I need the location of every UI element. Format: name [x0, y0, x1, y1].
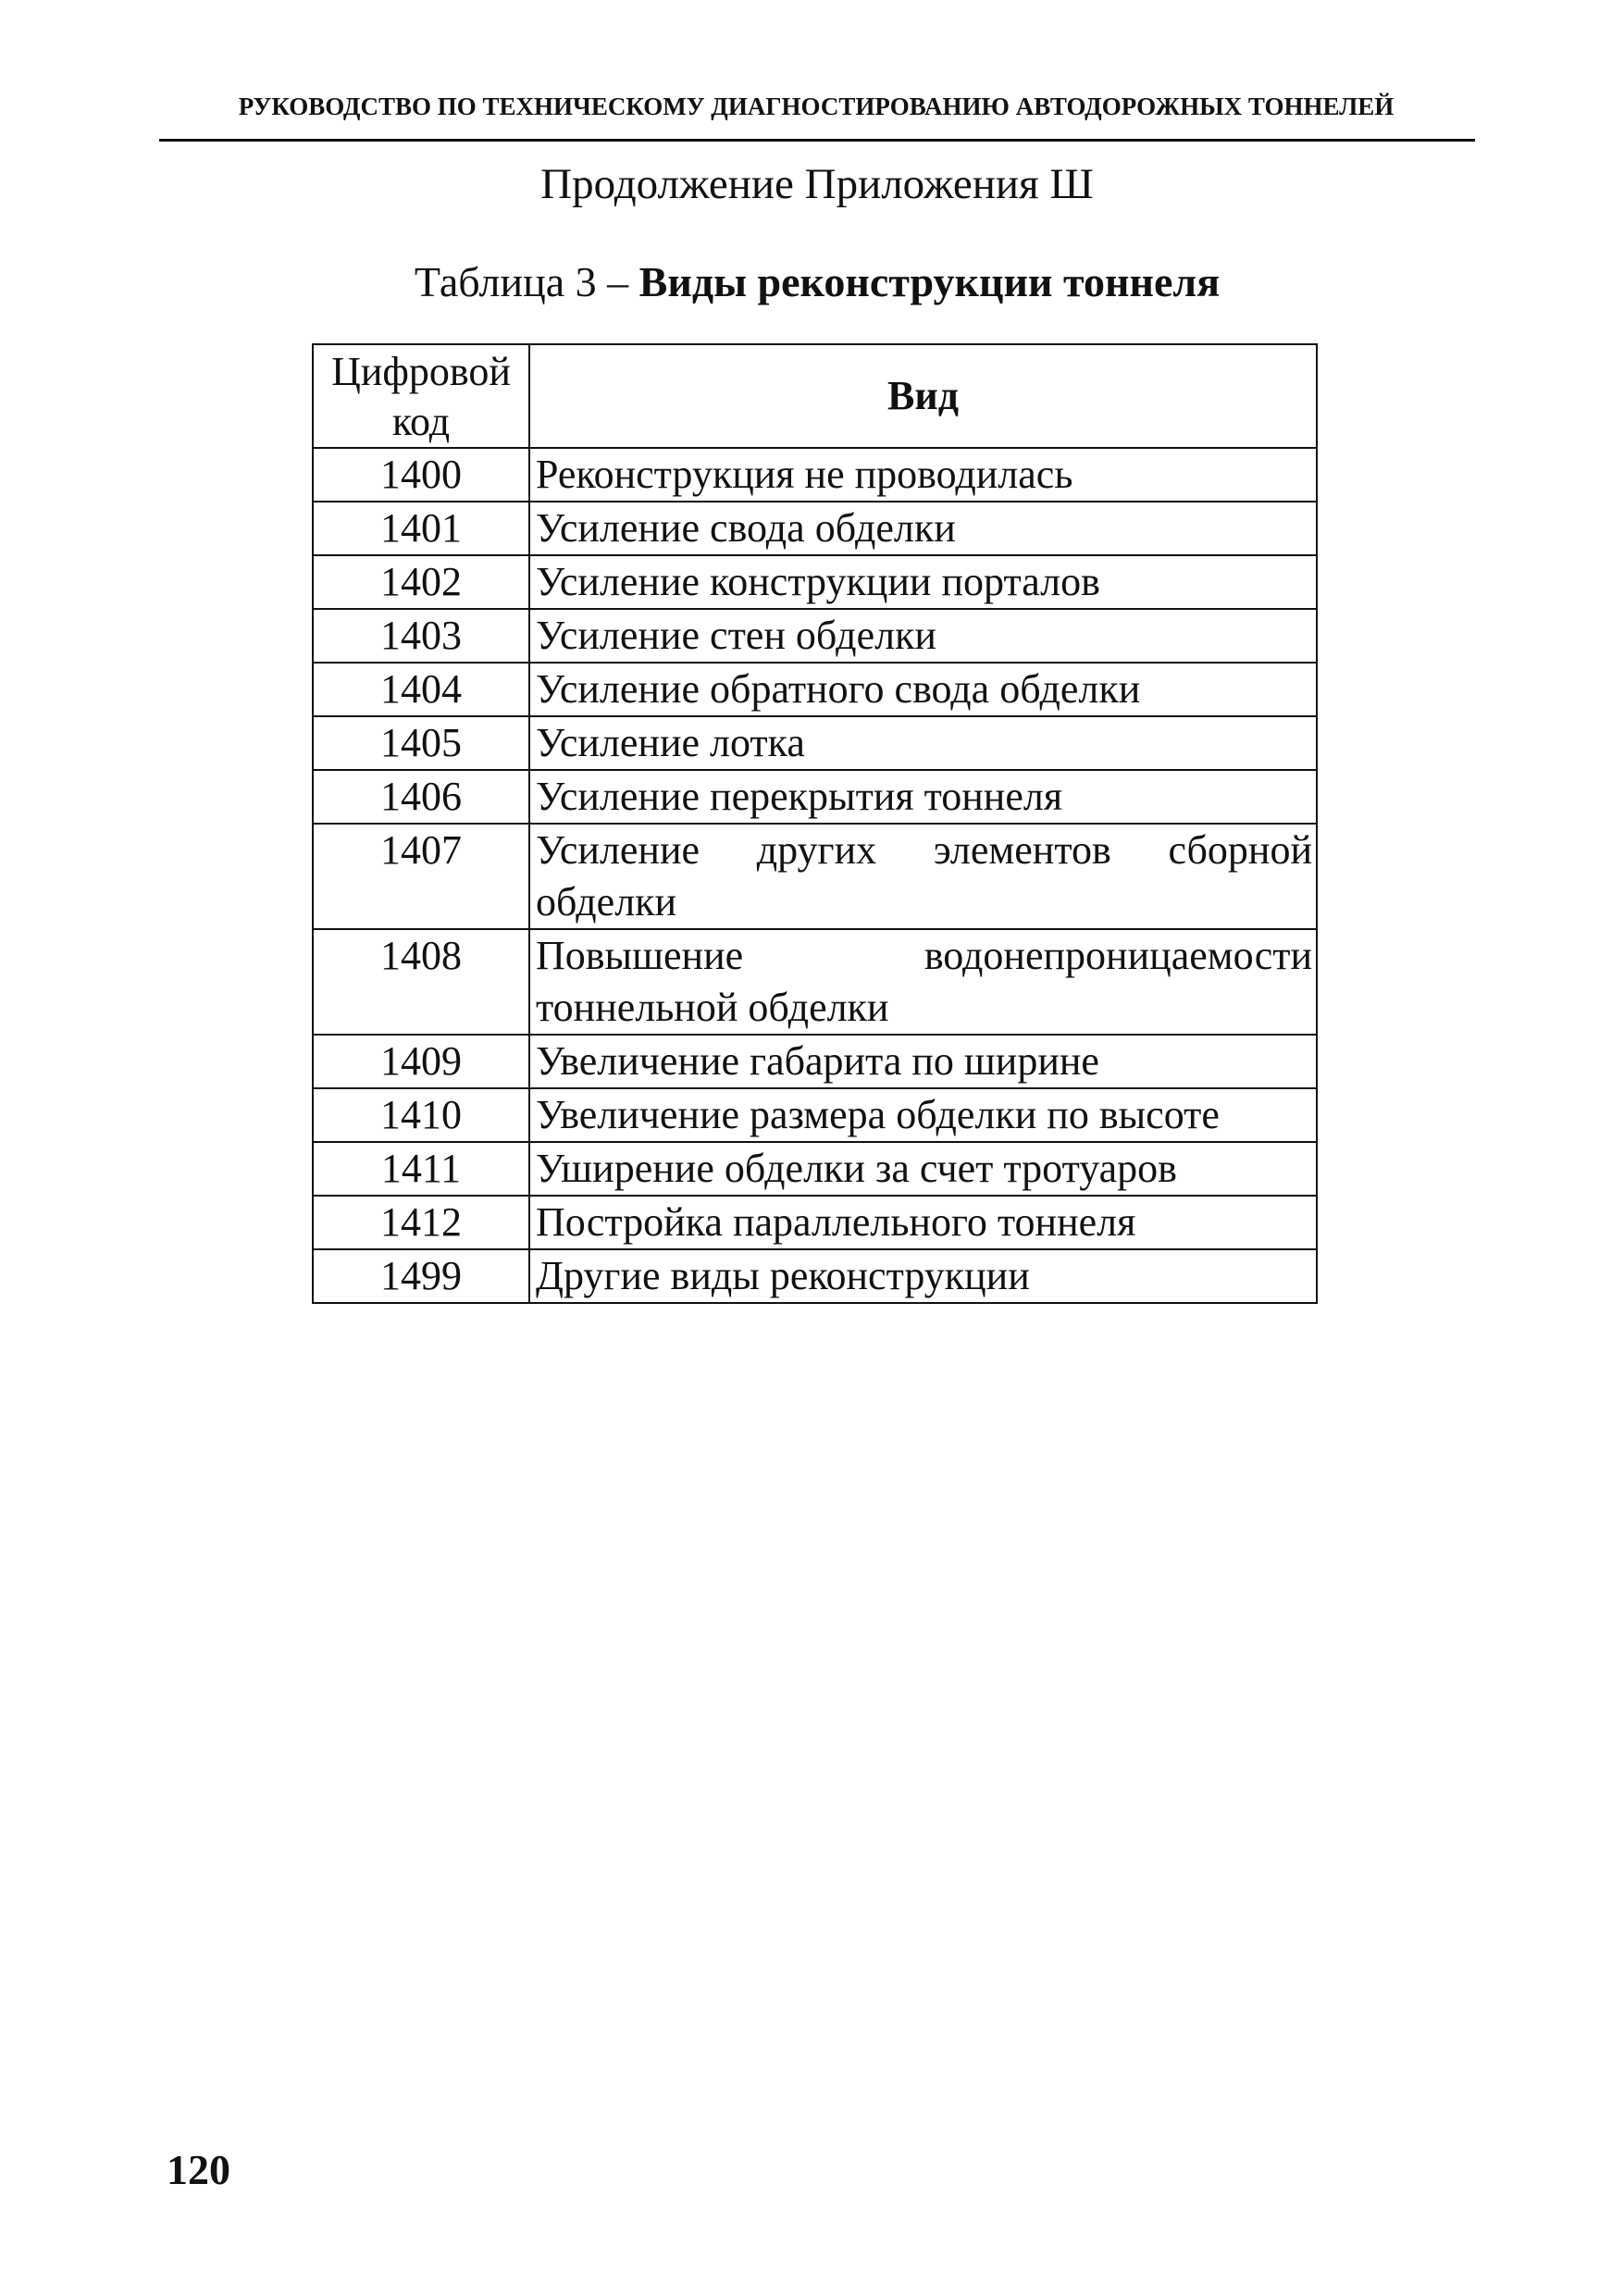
table-row [313, 555, 1317, 609]
view-cell: Реконструкция не проводилась [529, 448, 1317, 502]
code-cell: 1410 [313, 1088, 529, 1142]
table-row [313, 448, 1317, 502]
code-cell: 1405 [313, 716, 529, 770]
view-cell: Увеличение габарита по ширине [529, 1035, 1317, 1088]
view-cell: Уширение обделки за счет тротуаров [529, 1142, 1317, 1196]
view-cell: Увеличение размера обделки по высоте [529, 1088, 1317, 1142]
table-row [313, 1196, 1317, 1249]
table-row [313, 663, 1317, 716]
table-row [313, 716, 1317, 770]
table-row [313, 502, 1317, 555]
view-cell: Усиление лотка [529, 716, 1317, 770]
table-caption-label: Таблица 3 – [414, 258, 639, 305]
table-header-row [313, 344, 1317, 448]
table-row [313, 1088, 1317, 1142]
code-cell: 1402 [313, 555, 529, 609]
page-number: 120 [167, 2146, 230, 2193]
table-caption [159, 257, 1475, 306]
header-rule [159, 139, 1475, 142]
code-cell: 1499 [313, 1249, 529, 1303]
view-cell: Усиление других элементов сборной обделки [529, 824, 1317, 929]
reconstruction-types-table [312, 343, 1318, 1304]
table-row [313, 609, 1317, 663]
table-row [313, 1249, 1317, 1303]
column-header-code: Цифровой код [313, 344, 529, 448]
appendix-title: Продолжение Приложения Ш [540, 160, 1094, 208]
code-cell: 1404 [313, 663, 529, 716]
view-cell: Усиление стен обделки [529, 609, 1317, 663]
view-cell: Усиление обратного свода обделки [529, 663, 1317, 716]
running-header: РУКОВОДСТВО ПО ТЕХНИЧЕСКОМУ ДИАГНОСТИРОВАНИЮ АВТОДОРОЖНЫХ ТОННЕЛЕЙ [238, 93, 1395, 120]
code-cell: 1409 [313, 1035, 529, 1088]
view-cell: Повышение водонепроницаемости тоннельной обделки [529, 929, 1317, 1035]
table-row [313, 770, 1317, 824]
table-row [313, 1142, 1317, 1196]
table-row [313, 1035, 1317, 1088]
code-cell: 1400 [313, 448, 529, 502]
code-cell: 1403 [313, 609, 529, 663]
table-row [313, 824, 1317, 929]
view-cell: Усиление перекрытия тоннеля [529, 770, 1317, 824]
table-row [313, 929, 1317, 1035]
code-cell: 1412 [313, 1196, 529, 1249]
column-header-view: Вид [529, 344, 1317, 448]
view-cell: Постройка параллельного тоннеля [529, 1196, 1317, 1249]
code-cell: 1406 [313, 770, 529, 824]
code-cell: 1408 [313, 929, 529, 1035]
code-cell: 1411 [313, 1142, 529, 1196]
view-cell: Усиление конструкции порталов [529, 555, 1317, 609]
view-cell: Усиление свода обделки [529, 502, 1317, 555]
view-cell: Другие виды реконструкции [529, 1249, 1317, 1303]
table-caption-name: Виды реконструкции тоннеля [638, 258, 1221, 305]
code-cell: 1401 [313, 502, 529, 555]
code-cell: 1407 [313, 824, 529, 929]
